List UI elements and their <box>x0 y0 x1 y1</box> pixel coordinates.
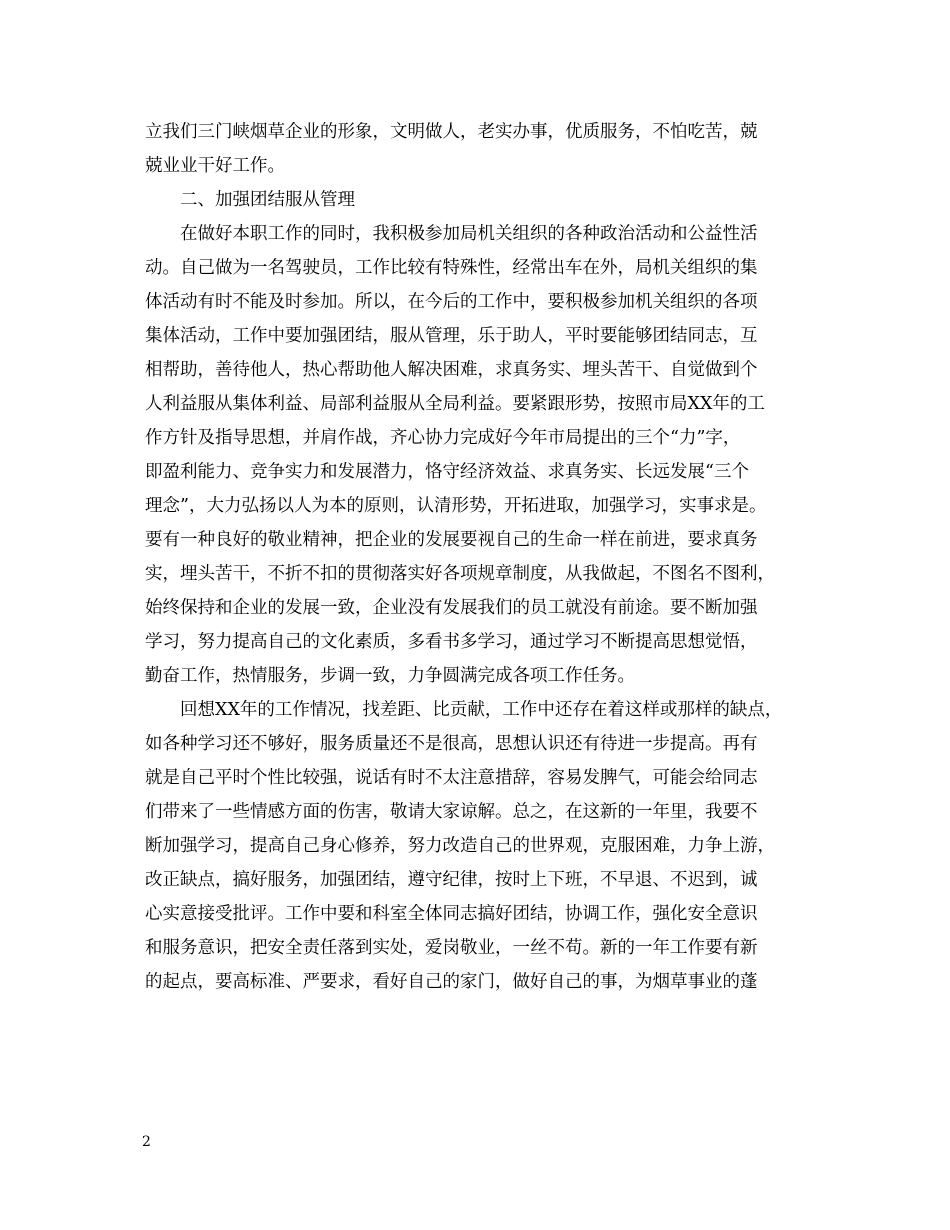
text-line: 勤奋工作，热情服务，步调一致，力争圆满完成各项工作任务。 <box>145 666 635 686</box>
text-line: 心实意接受批评。工作中要和科室全体同志搞好团结，协调工作，强化安全意识 <box>145 904 758 924</box>
text-line: 始终保持和企业的发展一致，企业没有发展我们的员工就没有前途。要不断加强 <box>145 598 758 618</box>
text-line: 人利益服从集体利益、局部利益服从全局利益。要紧跟形势，按照市局XX年的工 <box>145 394 765 414</box>
text-line: 体活动有时不能及时参加。所以，在今后的工作中，要积极参加机关组织的各项 <box>145 292 758 312</box>
text-line: 的起点，要高标准、严要求，看好自己的家门，做好自己的事，为烟草事业的蓬 <box>145 972 758 992</box>
text-line: 相帮助，善待他人，热心帮助他人解决困难，求真务实、埋头苦干、自觉做到个 <box>145 360 758 380</box>
text-line: 回想XX年的工作情况，找差距、比贡献，工作中还存在着这样或那样的缺点， <box>180 700 783 720</box>
text-line: 如各种学习还不够好，服务质量还不是很高，思想认识还有待进一步提高。再有 <box>145 734 758 754</box>
text-line: 即盈利能力、竞争实力和发展潜力，恪守经济效益、求真务实、长远发展“三个 <box>145 462 749 482</box>
text-line: 断加强学习，提高自己身心修养，努力改造自己的世界观，克服困难，力争上游， <box>145 836 775 856</box>
text-line: 就是自己平时个性比较强，说话有时不太注意措辞，容易发脾气，可能会给同志 <box>145 768 758 788</box>
text-line: 在做好本职工作的同时，我积极参加局机关组织的各种政治活动和公益性活 <box>180 224 758 244</box>
text-line: 动。自己做为一名驾驶员，工作比较有特殊性，经常出车在外，局机关组织的集 <box>145 258 758 278</box>
text-line: 改正缺点，搞好服务，加强团结，遵守纪律，按时上下班，不早退、不迟到，诚 <box>145 870 758 890</box>
section-heading: 二、加强团结服从管理 <box>180 190 355 210</box>
text-line: 要有一种良好的敬业精神，把企业的发展要视自己的生命一样在前进，要求真务 <box>145 530 758 550</box>
text-line: 集体活动，工作中要加强团结，服从管理，乐于助人，平时要能够团结同志，互 <box>145 326 758 346</box>
text-line: 立我们三门峡烟草企业的形象，文明做人，老实办事，优质服务，不怕吃苦，兢 <box>145 122 758 142</box>
text-line: 作方针及指导思想，并肩作战，齐心协力完成好今年市局提出的三个“力”字， <box>145 428 741 448</box>
text-line: 们带来了一些情感方面的伤害，敬请大家谅解。总之，在这新的一年里，我要不 <box>145 802 758 822</box>
text-line: 学习，努力提高自己的文化素质，多看书多学习，通过学习不断提高思想觉悟， <box>145 632 758 652</box>
page-number: 2 <box>142 1134 151 1150</box>
text-line: 理念”，大力弘扬以人为本的原则，认清形势，开拓进取，加强学习，实事求是。 <box>145 496 767 516</box>
text-line: 兢业业干好工作。 <box>145 156 285 176</box>
text-line: 和服务意识，把安全责任落到实处，爱岗敬业，一丝不苟。新的一年工作要有新 <box>145 938 758 958</box>
text-line: 实，埋头苦干，不折不扣的贯彻落实好各项规章制度，从我做起，不图名不图利， <box>145 564 775 584</box>
